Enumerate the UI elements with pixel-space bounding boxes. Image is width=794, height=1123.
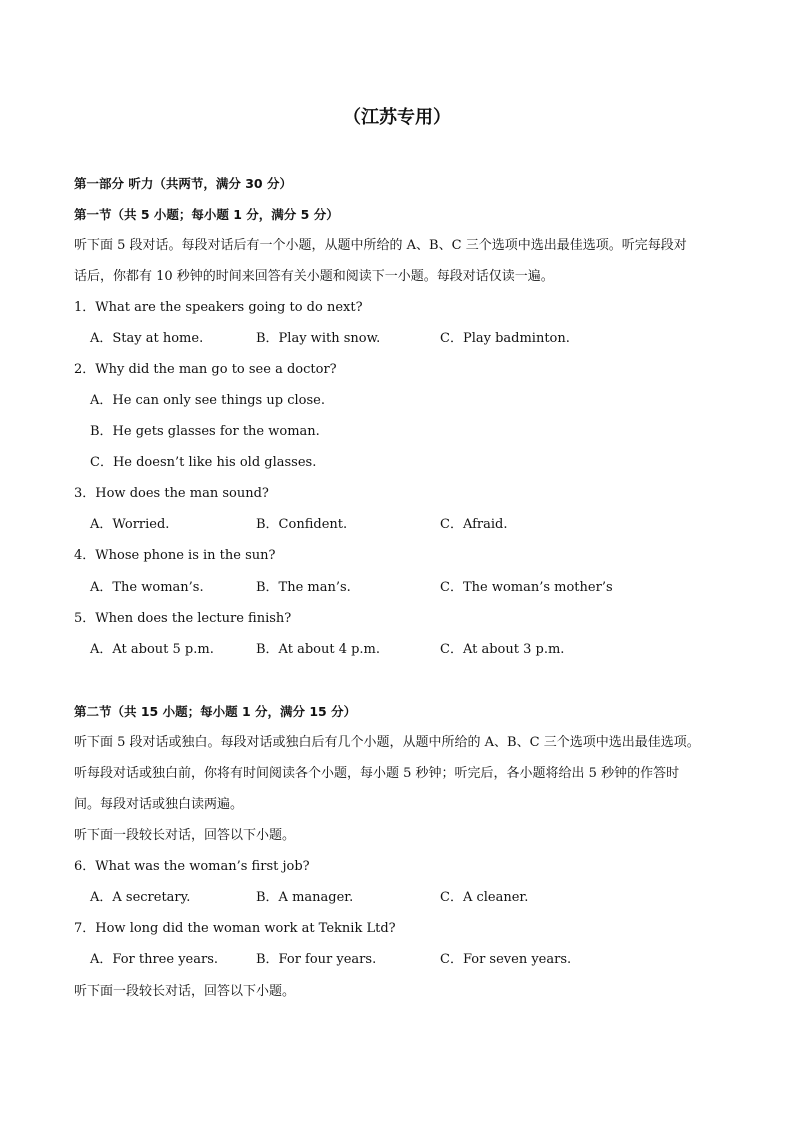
question-5-option-a: A．At about 5 p.m.	[90, 642, 214, 657]
question-6-stem: 6．What was the woman’s first job?	[74, 859, 310, 874]
question-2-option-c: C．He doesn’t like his old glasses.	[90, 455, 317, 470]
question-2-option-b: B．He gets glasses for the woman.	[90, 424, 320, 439]
question-6-option-b: B．A manager.	[256, 890, 354, 905]
question-4-option-a: A．The woman’s.	[90, 580, 204, 595]
question-1-stem: 1．What are the speakers going to do next?	[74, 300, 363, 315]
question-4-stem: 4．Whose phone is in the sun?	[74, 548, 276, 563]
section1-instructions-line2: 话后，你都有 10 秒钟的时间来回答有关小题和阅读下一小题。每段对话仅读一遍。	[74, 269, 554, 284]
question-3-option-b: B．Confident.	[256, 517, 348, 532]
question-6-option-a: A．A secretary.	[90, 890, 191, 905]
question-7-option-a: A．For three years.	[90, 952, 219, 967]
question-1-option-c: C．Play badminton.	[440, 331, 570, 346]
section2-heading: 第二节（共 15 小题；每小题 1 分，满分 15 分）	[74, 704, 357, 719]
part1-heading: 第一部分 听力（共两节，满分 30 分）	[74, 176, 292, 191]
question-7-stem: 7．How long did the woman work at Teknik Ltd?	[74, 921, 396, 936]
question-4-option-c: C．The woman’s mother’s	[440, 580, 613, 595]
question-3-option-c: C．Afraid.	[440, 517, 508, 532]
section1-heading: 第一节（共 5 小题；每小题 1 分，满分 5 分）	[74, 207, 339, 222]
section2-lead-2: 听下面一段较长对话，回答以下小题。	[74, 984, 296, 999]
question-6-option-c: C．A cleaner.	[440, 890, 529, 905]
question-3-option-a: A．Worried.	[90, 517, 170, 532]
question-2-stem: 2．Why did the man go to see a doctor?	[74, 362, 337, 377]
section2-instructions-line1: 听下面 5 段对话或独白。每段对话或独白后有几个小题，从题中所给的 A、B、C 三个选项中选出最佳选项。	[74, 735, 700, 750]
question-7-option-b: B．For four years.	[256, 952, 377, 967]
question-1-option-b: B．Play with snow.	[256, 331, 381, 346]
section1-instructions-line1: 听下面 5 段对话。每段对话后有一个小题，从题中所给的 A、B、C 三个选项中选出最佳选项。听完每段对	[74, 238, 687, 253]
section2-lead-1: 听下面一段较长对话，回答以下小题。	[74, 828, 296, 843]
page-title: （江苏专用）	[343, 107, 451, 128]
question-1-option-a: A．Stay at home.	[90, 331, 204, 346]
question-7-option-c: C．For seven years.	[440, 952, 572, 967]
question-5-stem: 5．When does the lecture finish?	[74, 611, 292, 626]
question-5-option-b: B．At about 4 p.m.	[256, 642, 381, 657]
question-4-option-b: B．The man’s.	[256, 580, 351, 595]
question-5-option-c: C．At about 3 p.m.	[440, 642, 565, 657]
section2-instructions-line3: 间。每段对话或独白读两遍。	[74, 797, 244, 812]
question-2-option-a: A．He can only see things up close.	[90, 393, 325, 408]
section2-instructions-line2: 听每段对话或独白前，你将有时间阅读各个小题，每小题 5 秒钟；听完后，各小题将给出 5 秒钟的作答时	[74, 766, 680, 781]
question-3-stem: 3．How does the man sound?	[74, 486, 269, 501]
